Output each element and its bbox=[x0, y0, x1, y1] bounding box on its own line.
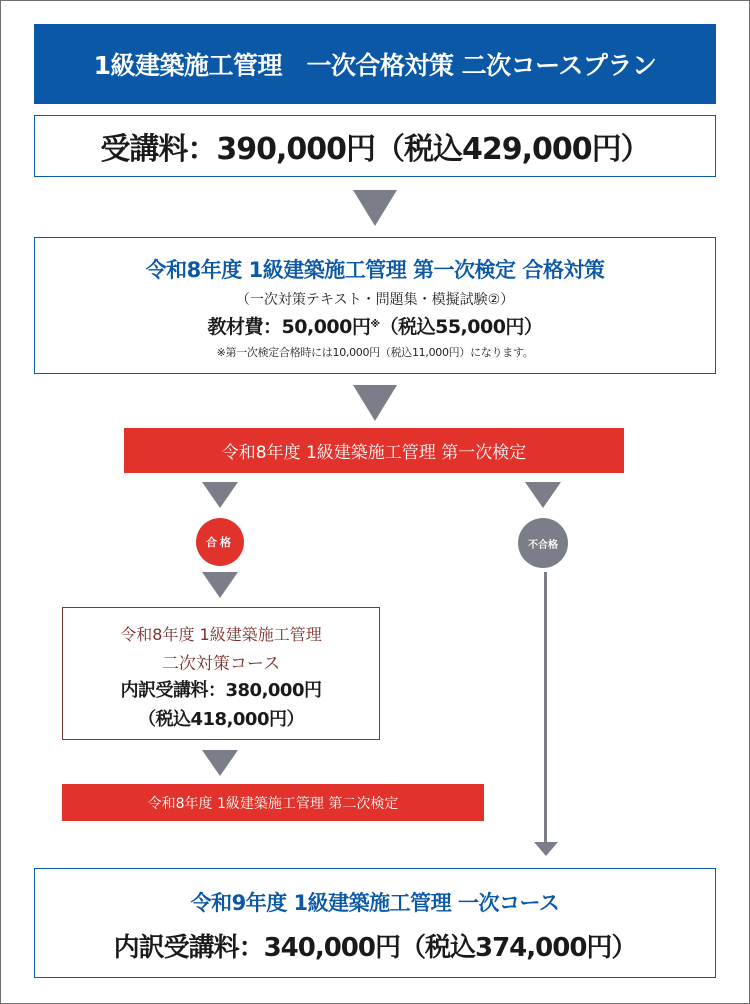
fail-path-line bbox=[544, 572, 547, 846]
next-year-course-box bbox=[34, 868, 716, 978]
first-exam-course-box bbox=[34, 237, 716, 374]
second-course-fee-tax: （税込418,000円） bbox=[138, 709, 304, 730]
second-course-fee: 内訳受講料：380,000円 bbox=[120, 680, 322, 701]
down-arrow-icon bbox=[202, 572, 238, 598]
second-exam-course-box bbox=[62, 607, 380, 740]
fail-badge: 不合格 bbox=[518, 518, 568, 568]
second-course-line2: 二次対策コース bbox=[161, 654, 281, 674]
fail-path-arrow-icon bbox=[534, 842, 558, 856]
down-arrow-icon bbox=[353, 385, 397, 421]
down-arrow-icon bbox=[202, 482, 238, 508]
first-course-subtitle: （一次対策テキスト・問題集・模擬試験②） bbox=[235, 292, 515, 308]
pass-badge: 合格 bbox=[196, 518, 244, 566]
down-arrow-icon bbox=[202, 750, 238, 776]
first-exam-bar: 令和8年度 1級建築施工管理 第一次検定 bbox=[124, 428, 624, 473]
second-exam-bar: 令和8年度 1級建築施工管理 第二次検定 bbox=[62, 784, 484, 821]
down-arrow-icon bbox=[525, 482, 561, 508]
first-course-note: ※第一次検定合格時には10,000円（税込11,000円）になります。 bbox=[216, 346, 534, 359]
next-course-title: 令和9年度 1級建築施工管理 一次コース bbox=[190, 891, 560, 915]
second-course-line1: 令和8年度 1級建築施工管理 bbox=[120, 625, 322, 644]
down-arrow-icon bbox=[353, 190, 397, 226]
first-course-title: 令和8年度 1級建築施工管理 第一次検定 合格対策 bbox=[145, 258, 605, 282]
page-title: 1級建築施工管理 一次合格対策 二次コースプラン bbox=[34, 24, 716, 104]
first-course-fee-main: 教材費：50,000円 bbox=[207, 316, 371, 338]
first-course-fee bbox=[35, 312, 715, 339]
first-course-fee-tax: （税込55,000円） bbox=[379, 316, 543, 338]
next-course-fee: 内訳受講料：340,000円（税込374,000円） bbox=[113, 933, 637, 963]
total-fee-box: 受講料：390,000円（税込429,000円） bbox=[34, 115, 716, 177]
first-course-fee-mark: ※ bbox=[370, 319, 380, 330]
